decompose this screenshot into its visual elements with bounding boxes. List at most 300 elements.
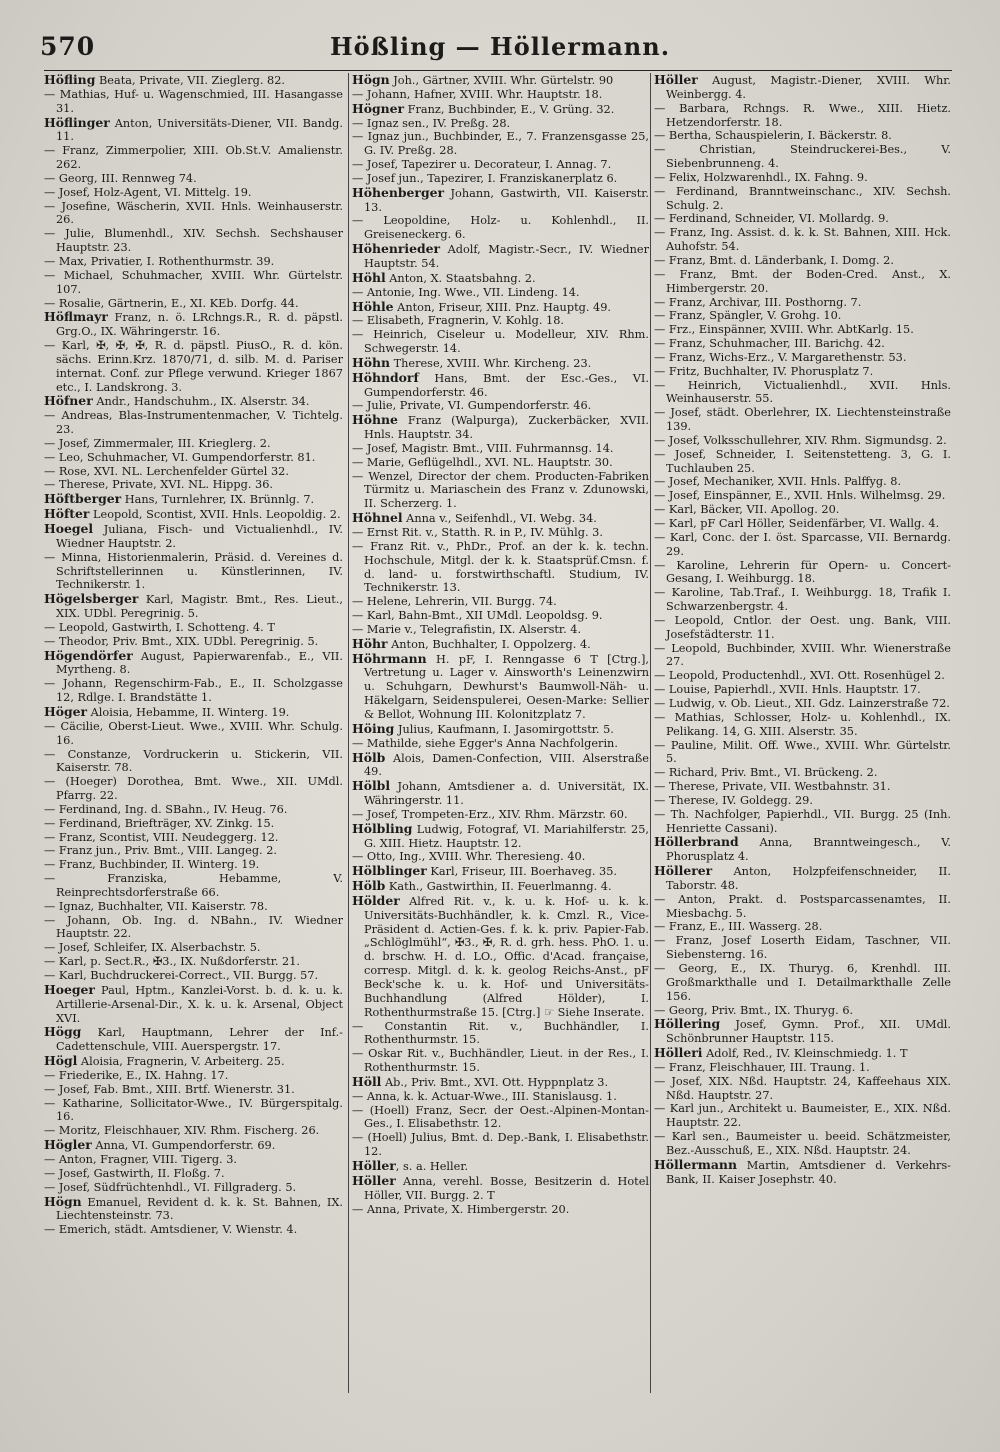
- entry-details: — Mathilde, siehe Egger's Anna Nachfolgerin.: [352, 736, 618, 750]
- entry-details: — Karl, Buchdruckerei-Correct., VII. Burgg. 57.: [44, 969, 319, 982]
- directory-entry: [44, 297, 343, 311]
- directory-entry: [44, 437, 343, 451]
- entry-details: — Franz, Spängler, V. Grohg. 10.: [654, 309, 842, 323]
- directory-entry: [654, 780, 951, 794]
- entry-details: Ab., Priv. Bmt., XVI. Ott. Hyppnplatz 3.: [381, 1075, 609, 1089]
- entry-details: — Josef, Tapezirer u. Decorateur, I. Annag. 7.: [352, 158, 612, 172]
- directory-entry: [44, 1097, 343, 1125]
- directory-entry: [44, 492, 343, 507]
- entry-surname: Hölb: [352, 878, 386, 894]
- directory-entry: [44, 914, 343, 942]
- directory-entry: [44, 1153, 343, 1167]
- entry-details: Therese, XVIII. Whr. Kircheng. 23.: [390, 356, 592, 370]
- directory-entry: [654, 739, 951, 767]
- directory-entry: [352, 737, 649, 751]
- directory-entry: [352, 286, 649, 300]
- directory-entry: [352, 470, 649, 512]
- entry-details: — Franz, Zimmerpolier, XIII. Ob.St.V. Amalienstr. 262.: [44, 144, 343, 172]
- directory-entry: [44, 186, 343, 200]
- entry-details: — Karoline, Tab.Traf., I. Weihburgg. 18, Trafik I. Schwarzenbergstr. 4.: [654, 586, 951, 614]
- entry-surname: Höflinger: [44, 114, 110, 130]
- directory-entry: [654, 365, 951, 379]
- directory-entry: [44, 1069, 343, 1083]
- directory-entry: [352, 1075, 649, 1090]
- entry-details: — Th. Nachfolger, Papierhdl., VII. Burgg. 25 (Inh. Henriette Cassani).: [654, 807, 951, 835]
- entry-details: — Johann, Regenschirm-Fab., E., II. Scholzgasse 12, Rdlge. I. Brandstätte 1.: [44, 677, 343, 705]
- directory-entry: [44, 720, 343, 748]
- entry-surname: Höhnel: [352, 510, 403, 526]
- directory-entry: [654, 1046, 951, 1061]
- directory-entry: [654, 864, 951, 893]
- entry-details: — Leopold, Buchbinder, XVIII. Whr. Wienerstraße 27.: [654, 641, 951, 669]
- directory-entry: [352, 1174, 649, 1203]
- entry-surname: Högl: [44, 1053, 78, 1069]
- entry-details: — Karoline, Lehrerin für Opern- u. Concert-Gesang, I. Weihburgg. 18.: [654, 558, 951, 586]
- directory-entry: [44, 872, 343, 900]
- entry-details: — Anton, Fragner, VIII. Tigerg. 3.: [44, 1152, 238, 1166]
- directory-entry: [44, 1083, 343, 1097]
- directory-entry: [654, 920, 951, 934]
- entry-details: Andr., Handschuhm., IX. Alserstr. 34.: [92, 395, 310, 409]
- entry-details: Hans, Turnlehrer, IX. Brünnlg. 7.: [121, 493, 315, 507]
- entry-details: — Richard, Priv. Bmt., VI. Brückeng. 2.: [654, 766, 878, 780]
- entry-details: — Georg, E., IX. Thuryg. 6, Krenhdl. III. Großmarkthalle und I. Detailmarkthalle Zelle 156.: [654, 962, 951, 1003]
- header-rule: [44, 70, 952, 71]
- entry-details: — Ferdinand, Briefträger, XV. Zinkg. 15.: [44, 816, 275, 830]
- directory-entry: [44, 705, 343, 720]
- entry-details: Johann, Gastwirth, VII. Kaiserstr. 13.: [364, 186, 649, 214]
- entry-surname: Höller: [352, 1157, 396, 1173]
- entry-details: Anton, Holzpfeifenschneider, II. Taborstr. 48.: [666, 865, 951, 892]
- entry-details: — Franz jun., Priv. Bmt., VIII. Langeg. 2.: [44, 844, 278, 858]
- directory-entry: [44, 522, 343, 551]
- entry-details: — Ernst Rit. v., Statth. R. in P., IV. Mühlg. 3.: [352, 526, 603, 539]
- entry-details: — Rosalie, Gärtnerin, E., XI. KEb. Dorfg. 44.: [44, 296, 299, 310]
- entry-details: — Bertha, Schauspielerin, I. Bäckerstr. 8.: [654, 129, 892, 143]
- directory-entry: [352, 894, 649, 1020]
- entry-details: — Johann, Ob. Ing. d. NBahn., IV. Wiedner Hauptstr. 22.: [44, 913, 343, 941]
- directory-entry: [352, 722, 649, 737]
- directory-entry: [352, 1047, 649, 1075]
- entry-details: — Ferdinand, Ing. d. SBahn., IV. Heug. 76.: [44, 802, 288, 816]
- entry-details: August, Papierwarenfab., E., VII. Myrtheng. 8.: [56, 649, 343, 677]
- entry-details: — Josef, Magistr. Bmt., VIII. Fuhrmannsg. 14.: [352, 441, 614, 455]
- directory-entry: [654, 697, 951, 711]
- directory-entry: [352, 442, 649, 456]
- entry-details: — Otto, Ing., XVIII. Whr. Theresieng. 40.: [352, 850, 586, 864]
- entry-surname: Höllermann: [654, 1156, 737, 1172]
- entry-surname: Höftberger: [44, 491, 122, 507]
- entry-details: , s. a. Heller.: [395, 1159, 469, 1173]
- directory-entry: [44, 941, 343, 955]
- directory-entry: [654, 254, 951, 268]
- directory-entry: [654, 1061, 951, 1075]
- directory-entry: [654, 129, 951, 143]
- directory-entry: [352, 328, 649, 356]
- entry-details: — Constantin Rit. v., Buchhändler, I. Rothenthurmstr. 15.: [352, 1019, 649, 1047]
- entry-details: — Ignaz jun., Buchbinder, E., 7. Franzensgasse 25, G. IV. Preßg. 28.: [352, 130, 649, 158]
- entry-surname: Högner: [352, 100, 405, 116]
- directory-entry: [44, 255, 343, 269]
- directory-entry: [44, 394, 343, 409]
- entry-details: — Josef, Einspänner, E., XVII. Hnls. Wilhelmsg. 29.: [654, 489, 946, 503]
- entry-details: Josef, Gymn. Prof., XII. UMdl. Schönbrunner Hauptstr. 115.: [666, 1018, 951, 1046]
- entry-details: — Mathias, Schlosser, Holz- u. Kohlenhdl., IX. Pelikang. 14, G. XIII. Alserstr. 35.: [654, 710, 951, 738]
- entry-details: Emanuel, Revident d. k. k. St. Bahnen, IX. Liechtensteinstr. 73.: [56, 1195, 343, 1223]
- entry-details: — Fritz, Buchhalter, IV. Phorusplatz 7.: [654, 364, 874, 378]
- entry-details: — Anton, Prakt. d. Postsparcassenamtes, II. Miesbachg. 5.: [654, 892, 951, 920]
- entry-details: — Antonie, Ing. Wwe., VII. Lindeng. 14.: [352, 285, 580, 299]
- entry-details: — Leo, Schuhmacher, VI. Gumpendorferstr. 81.: [44, 450, 316, 464]
- entry-details: — Josef, Trompeten-Erz., XIV. Rhm. Märzstr. 60.: [352, 807, 628, 821]
- entry-surname: Höhle: [352, 298, 394, 314]
- directory-entry: [44, 1195, 343, 1224]
- entry-surname: Höing: [352, 720, 395, 736]
- entry-details: — Franz, Bmt. der Boden-Cred. Anst., X. Himbergerstr. 20.: [654, 267, 951, 295]
- entry-details: — Mathias, Huf- u. Wagenschmied, III. Hasangasse 31.: [44, 87, 343, 115]
- entry-details: — Josef jun., Tapezirer, I. Franziskanerplatz 6.: [352, 171, 618, 185]
- entry-details: Karl, Friseur, III. Boerhaveg. 35.: [426, 865, 617, 879]
- directory-entry: [654, 212, 951, 226]
- directory-entry: [654, 434, 951, 448]
- directory-entry: [44, 858, 343, 872]
- entry-surname: Höllering: [654, 1016, 721, 1032]
- entry-details: — Therese, IV. Goldegg. 29.: [654, 793, 813, 807]
- directory-entry: [352, 214, 649, 242]
- directory-entry: [352, 850, 649, 864]
- column-3: [650, 73, 951, 1393]
- entry-details: Anton, Friseur, XIII. Pnz. Hauptg. 49.: [393, 300, 611, 314]
- directory-entry: [44, 1138, 343, 1153]
- directory-entry: [654, 517, 951, 531]
- directory-entry: [654, 171, 951, 185]
- entry-details: Anna, Branntweingesch., V. Phorusplatz 4.: [666, 836, 951, 864]
- entry-surname: Höllerer: [654, 863, 713, 879]
- directory-entry: [44, 144, 343, 172]
- directory-entry: [352, 1203, 649, 1217]
- directory-entry: [44, 592, 343, 621]
- entry-details: — Karl jun., Architekt u. Baumeister, E., XIX. Nßd. Hauptstr. 22.: [654, 1102, 951, 1130]
- entry-details: Anna, verehl. Bosse, Besitzerin d. Hotel Höller, VII. Burgg. 2. T: [364, 1174, 649, 1202]
- directory-entry: [44, 507, 343, 522]
- directory-entry: [352, 456, 649, 470]
- column-2: [348, 73, 649, 1393]
- directory-entry: [654, 268, 951, 296]
- entry-surname: Höhenrieder: [352, 241, 441, 257]
- directory-entry: [654, 531, 951, 559]
- entry-details: — Constanze, Vordruckerin u. Stickerin, VII. Kaiserstr. 78.: [44, 747, 343, 775]
- entry-details: Anna v., Seifenhdl., VI. Webg. 34.: [402, 512, 597, 526]
- entry-details: Martin, Amtsdiener d. Verkehrs-Bank, II. Kaiser Josephstr. 40.: [666, 1158, 951, 1186]
- entry-details: — Georg, Priv. Bmt., IX. Thuryg. 6.: [654, 1003, 854, 1017]
- directory-entry: [44, 551, 343, 593]
- entry-details: — Karl, Bahn-Bmt., XII UMdl. Leopoldsg. 9.: [352, 609, 603, 623]
- entry-details: — Therese, Private, VII. Westbahnstr. 31.: [654, 780, 891, 794]
- directory-entry: [654, 934, 951, 962]
- entry-details: Franz (Walpurga), Zuckerbäcker, XVII. Hnls. Hauptstr. 34.: [364, 414, 649, 442]
- directory-entry: [654, 143, 951, 171]
- directory-entry: [352, 609, 649, 623]
- entry-details: Franz, n. ö. LRchngs.R., R. d. päpstl. Grg.O., IX. Währingerstr. 16.: [56, 311, 343, 339]
- entry-details: — Julie, Blumenhdl., XIV. Sechsh. Sechshauser Hauptstr. 23.: [44, 227, 343, 255]
- entry-details: — Heinrich, Ciseleur u. Modelleur, XIV. Rhm. Schwegerstr. 14.: [352, 328, 649, 356]
- entry-details: — Karl, pF Carl Höller, Seidenfärber, VI. Wallg. 4.: [654, 517, 940, 530]
- entry-details: — Leopold, Gastwirth, I. Schotteng. 4. T: [44, 620, 275, 634]
- directory-entry: [654, 323, 951, 337]
- directory-entry: [44, 227, 343, 255]
- directory-entry: [352, 864, 649, 879]
- entry-details: — Karl, p. Sect.R., ✠3., IX. Nußdorferstr. 21.: [44, 955, 300, 969]
- directory-entry: [654, 406, 951, 434]
- entry-details: Paul, Hptm., Kanzlei-Vorst. b. d. k. u. k. Artillerie-Arsenal-Dir., X. k. u. k. Arsenal, Object XVI.: [56, 983, 343, 1025]
- directory-entry: [654, 683, 951, 697]
- directory-entry: [44, 900, 343, 914]
- entry-details: — Elisabeth, Fragnerin, V. Kohlg. 18.: [352, 314, 565, 328]
- entry-details: — Max, Privatier, I. Rothenthurmstr. 39.: [44, 254, 275, 268]
- entry-details: — Minna, Historienmalerin, Präsid. d. Vereines d. Schriftstellerinnen u. Künstlerinnen, IV. Technikerstr. 1.: [44, 550, 343, 592]
- entry-details: — Anna, k. k. Actuar-Wwe., III. Stanislausg. 1.: [352, 1089, 617, 1103]
- entry-details: — Karl, Bäcker, VII. Apollog. 20.: [654, 503, 840, 517]
- entry-details: — Friederike, E., IX. Hahng. 17.: [44, 1068, 229, 1082]
- entry-details: — Ignaz sen., IV. Preßg. 28.: [352, 116, 511, 130]
- entry-details: — Karl, Conc. der I. öst. Sparcasse, VII. Bernardg. 29.: [654, 530, 951, 558]
- column-1: [44, 73, 343, 1393]
- entry-details: — Josef, Fab. Bmt., XIII. Brtf. Wienerstr. 31.: [44, 1082, 295, 1096]
- entry-surname: Höll: [352, 1073, 382, 1089]
- entry-details: — Leopold, Productenhdl., XVI. Ott. Rosenhügel 2.: [654, 669, 945, 683]
- entry-details: — Heinrich, Victualienhdl., XVII. Hnls. Weinhauserstr. 55.: [654, 378, 951, 406]
- entry-surname: Höfter: [44, 506, 90, 522]
- entry-details: — Cäcilie, Oberst-Lieut. Wwe., XVIII. Whr. Schulg. 16.: [44, 719, 343, 747]
- entry-surname: Höller: [352, 1172, 396, 1188]
- entry-details: — Ferdinand, Schneider, VI. Mollardg. 9.: [654, 212, 889, 226]
- entry-surname: Högn: [352, 73, 390, 87]
- directory-entry: [44, 269, 343, 297]
- directory-entry: [352, 808, 649, 822]
- entry-details: H. pF, I. Renngasse 6 T [Ctrg.], Vertretung u. Lager v. Ainsworth's Leinenzwirn u. Schuhgarn, Dewhurst's Baumwoll-Näh- u. Häkelgarn, Seidenspulerei, Oesen-Marke: Sellier & Bellot, Wohnung III. Kolonitzplatz 7.: [364, 652, 649, 721]
- directory-entry: [44, 451, 343, 465]
- directory-entry: [44, 817, 343, 831]
- directory-entry: [352, 526, 649, 540]
- entry-surname: Hölb: [352, 749, 386, 765]
- entry-details: — Franz, E., III. Wasserg. 28.: [654, 920, 823, 934]
- directory-entry: [654, 448, 951, 476]
- directory-entry: [352, 879, 649, 894]
- directory-entry: [654, 711, 951, 739]
- entry-details: — Moritz, Fleischhauer, XIV. Rhm. Fischerg. 26.: [44, 1124, 320, 1138]
- directory-entry: [654, 337, 951, 351]
- entry-details: — Frz., Einspänner, XVIII. Whr. AbtKarlg. 15.: [654, 323, 914, 337]
- directory-entry: [44, 1181, 343, 1195]
- entry-details: Julius, Kaufmann, I. Jasomirgottstr. 5.: [394, 722, 614, 736]
- directory-entry: [654, 614, 951, 642]
- entry-details: — Michael, Schuhmacher, XVIII. Whr. Gürtelstr. 107.: [44, 268, 343, 296]
- entry-details: — Franz, Bmt. d. Länderbank, I. Domg. 2.: [654, 253, 894, 267]
- entry-details: — Josef, Gastwirth, II. Floßg. 7.: [44, 1166, 225, 1180]
- directory-entry: [654, 962, 951, 1004]
- directory-entry: [44, 409, 343, 437]
- entry-surname: Hölleri: [654, 1045, 703, 1061]
- directory-entry: [654, 309, 951, 323]
- entry-details: — Julie, Private, VI. Gumpendorferstr. 46.: [352, 399, 592, 413]
- directory-entry: [44, 649, 343, 678]
- entry-details: Ludwig, Fotograf, VI. Mariahilferstr. 25, G. XIII. Hietz. Hauptstr. 12.: [364, 822, 649, 850]
- directory-entry: [654, 1130, 951, 1158]
- directory-entry: [352, 130, 649, 158]
- entry-details: — Ignaz, Buchhalter, VII. Kaiserstr. 78.: [44, 899, 268, 913]
- directory-entry: [352, 1131, 649, 1159]
- directory-entry: [654, 489, 951, 503]
- entry-surname: Hölder: [352, 892, 400, 908]
- directory-entry: [44, 677, 343, 705]
- directory-entry: [352, 1020, 649, 1048]
- entry-details: — Leopold, Cntlor. der Oest. ung. Bank, VIII. Josefstädterstr. 11.: [654, 613, 951, 641]
- directory-entry: [654, 102, 951, 130]
- entry-details: — Josef, städt. Oberlehrer, IX. Liechtensteinstraße 139.: [654, 406, 951, 434]
- entry-surname: Höhl: [352, 269, 386, 285]
- entry-surname: Högn: [44, 1193, 82, 1209]
- entry-details: Alois, Damen-Confection, VIII. Alserstraße 49.: [364, 751, 649, 779]
- entry-details: Alfred Rit. v., k. u. k. Hof- u. k. k. Universitäts-Buchhändler, k. k. Cmzl. R., Vice-Präsident d. Actien-Ges. f. k. k. priv. Papier-Fab. „Schlöglmühl“, ✠3., ✠, R. d. grh. hess. PhO. 1. u. d. brschw. H. d. LO., Offic. d'Acad. française, corresp. Mitgl. d. k. k. geolog Reichs-Anst., pF Beck'sche k. u. k. Hof- und Universitäts-Buchhandlung (Alfred Hölder), I. Rothenthurmstraße 15. [Ctrg.] ☞ Siehe Inserate.: [364, 894, 649, 1019]
- directory-entry: [654, 893, 951, 921]
- directory-entry: [44, 621, 343, 635]
- directory-entry: [654, 503, 951, 517]
- directory-entry: [44, 478, 343, 492]
- entry-surname: Höger: [44, 703, 88, 719]
- directory-entry: [352, 779, 649, 808]
- directory-entry: [352, 172, 649, 186]
- directory-entry: [654, 642, 951, 670]
- directory-entry: [654, 586, 951, 614]
- entry-surname: Höfling: [44, 73, 96, 87]
- directory-entry: [654, 1004, 951, 1018]
- entry-details: — Franz, Buchbinder, II. Winterg. 19.: [44, 858, 260, 872]
- directory-entry: [352, 623, 649, 637]
- entry-details: — Karl sen., Baumeister u. beeid. Schätzmeister, Bez.-Ausschuß, E., XIX. Nßd. Hauptstr. 24.: [654, 1130, 951, 1157]
- entry-details: — Franz, Wichs-Erz., V. Margarethenstr. 53.: [654, 350, 907, 364]
- directory-entry: [352, 637, 649, 652]
- directory-entry: [654, 475, 951, 489]
- entry-details: — Franz, Schuhmacher, III. Barichg. 42.: [654, 337, 885, 351]
- entry-details: Aloisia, Fragnerin, V. Arbeiterg. 25.: [77, 1055, 285, 1069]
- directory-entry: [352, 242, 649, 271]
- entry-details: — Josef, Volksschullehrer, XIV. Rhm. Sigmundsg. 2.: [654, 433, 947, 447]
- directory-entry: [44, 831, 343, 845]
- entry-details: Leopold, Scontist, XVII. Hnls. Leopoldig. 2.: [89, 508, 341, 522]
- entry-details: — (Hoeger) Dorothea, Bmt. Wwe., XII. UMdl. Pfarrg. 22.: [44, 775, 343, 803]
- directory-entry: [352, 399, 649, 413]
- entry-details: — Josef, Schneider, I. Seitenstetteng. 3, G. I. Tuchlauben 25.: [654, 447, 951, 475]
- entry-details: Hans, Bmt. der Esc.-Ges., VI. Gumpendorferstr. 46.: [364, 371, 649, 399]
- directory-entry: [352, 300, 649, 315]
- entry-surname: Höhenberger: [352, 184, 445, 200]
- directory-entry: [44, 969, 343, 983]
- directory-entry: [44, 1124, 343, 1138]
- entry-details: — Josef, Mechaniker, XVII. Hnls. Palffyg. 8.: [654, 475, 902, 489]
- directory-entry: [352, 540, 649, 595]
- entry-surname: Höhndorf: [352, 369, 419, 385]
- entry-details: — Franz, Ing. Assist. d. k. k. St. Bahnen, XIII. Hck. Auhofstr. 54.: [654, 226, 951, 254]
- directory-entry: [44, 116, 343, 145]
- entry-surname: Höhne: [352, 412, 398, 428]
- directory-entry: [352, 102, 649, 117]
- directory-entry: [352, 271, 649, 286]
- entry-details: Joh., Gärtner, XVIII. Whr. Gürtelstr. 90: [389, 74, 614, 87]
- directory-entry: [654, 1158, 951, 1187]
- entry-surname: Hölblinger: [352, 863, 427, 879]
- directory-entry: [654, 1102, 951, 1130]
- entry-details: Anton, Universitäts-Diener, VII. Bandg. 11.: [56, 116, 343, 144]
- entry-details: — Barbara, Rchngs. R. Wwe., XIII. Hietz. Hetzendorferstr. 18.: [654, 101, 951, 129]
- directory-entry: [654, 794, 951, 808]
- directory-entry: [654, 808, 951, 836]
- directory-entry: [654, 766, 951, 780]
- directory-entry: [352, 595, 649, 609]
- entry-details: — Christian, Steindruckerei-Bes., V. Siebenbrunneng. 4.: [654, 143, 951, 171]
- directory-entry: [44, 88, 343, 116]
- entry-details: — Josef, Südfrüchtenhdl., VI. Fillgraderg. 5.: [44, 1180, 297, 1194]
- entry-details: — Wenzel, Director der chem. Producten-Fabriken Türmitz u. Mariaschein des Franz v. Zdunowski, II. Scherzerg. 1.: [352, 469, 649, 511]
- entry-details: — Franz, Josef Loserth Eidam, Taschner, VII. Siebensterng. 16.: [654, 934, 951, 962]
- directory-entry: [352, 1159, 649, 1174]
- entry-surname: Höllerbrand: [654, 834, 739, 850]
- directory-entry: [352, 751, 649, 780]
- directory-entry: [654, 226, 951, 254]
- directory-entry: [44, 775, 343, 803]
- entry-surname: Höhrmann: [352, 650, 427, 666]
- directory-entry: [654, 296, 951, 310]
- entry-surname: Hoegel: [44, 521, 94, 536]
- directory-entry: [352, 652, 649, 722]
- entry-details: — Josef, XIX. Nßd. Hauptstr. 24, Kaffeehaus XIX. Nßd. Hauptstr. 27.: [654, 1074, 951, 1102]
- directory-entry: [352, 186, 649, 215]
- entry-details: — Theodor, Priv. Bmt., XIX. UDbl. Peregrinig. 5.: [44, 634, 319, 648]
- entry-details: — Josefine, Wäscherin, XVII. Hnls. Weinhauserstr. 26.: [44, 199, 343, 227]
- entry-details: Anna, VI. Gumpendorferstr. 69.: [91, 1139, 276, 1153]
- directory-entry: [352, 822, 649, 851]
- entry-surname: Hölbl: [352, 778, 391, 794]
- directory-entry: [44, 200, 343, 228]
- directory-entry: [352, 413, 649, 442]
- entry-details: — Marie v., Telegrafistin, IX. Alserstr. 4.: [352, 622, 582, 636]
- directory-entry: [654, 185, 951, 213]
- directory-entry: [654, 73, 951, 102]
- entry-surname: Högelsberger: [44, 591, 139, 607]
- entry-details: Beata, Private, VII. Zieglerg. 82.: [95, 74, 286, 87]
- entry-details: Karl, Magistr. Bmt., Res. Lieut., XIX. UDbl. Peregrinig. 5.: [56, 593, 343, 621]
- directory-entry: [352, 117, 649, 131]
- entry-details: Adolf, Magistr.-Secr., IV. Wiedner Hauptstr. 54.: [364, 243, 649, 270]
- directory-entry: [352, 73, 649, 88]
- entry-details: — Andreas, Blas-Instrumentenmacher, V. Tichtelg. 23.: [44, 409, 343, 437]
- entry-details: — Leopoldine, Holz- u. Kohlenhdl., II. Greiseneckerg. 6.: [352, 214, 649, 242]
- directory-entry: [654, 559, 951, 587]
- entry-surname: Hölbling: [352, 820, 413, 836]
- entry-details: — Josef, Schleifer, IX. Alserbachstr. 5.: [44, 941, 261, 955]
- entry-details: — Georg, III. Rennweg 74.: [44, 171, 197, 185]
- directory-entry: [654, 1075, 951, 1103]
- entry-surname: Högg: [44, 1024, 82, 1040]
- entry-details: — Franz, Scontist, VIII. Neudeggerg. 12.: [44, 830, 279, 844]
- directory-entry: [654, 669, 951, 683]
- entry-details: August, Magistr.-Diener, XVIII. Whr. Weinbergg. 4.: [666, 74, 951, 101]
- directory-entry: [44, 635, 343, 649]
- entry-details: Anton, X. Staatsbahng. 2.: [385, 271, 536, 285]
- entry-details: — (Hoell) Franz, Secr. der Oest.-Alpinen-Montan-Ges., I. Elisabethstr. 12.: [352, 1103, 649, 1131]
- entry-details: — Therese, Private, XVI. NL. Hippg. 36.: [44, 478, 273, 492]
- directory-entry: [44, 748, 343, 776]
- page-number: 570: [40, 32, 96, 61]
